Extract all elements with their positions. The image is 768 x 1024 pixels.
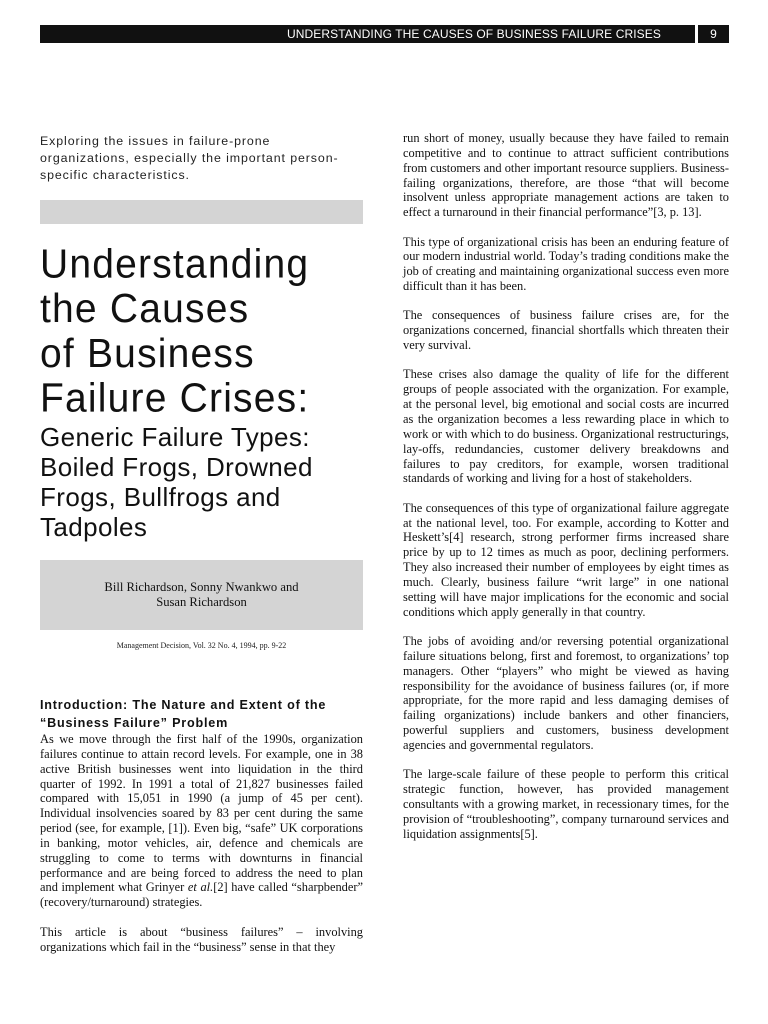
authors-line-1: Bill Richardson, Sonny Nwankwo and [104,580,299,594]
abstract: Exploring the issues in failure-prone organizations, especially the important person-specific characteristics. [40,134,339,182]
section-heading-line-1: Introduction: The Nature and Extent of the [40,698,327,712]
authors [104,580,298,610]
running-title: UNDERSTANDING THE CAUSES OF BUSINESS FAILURE CRISES [286,27,661,41]
intro-paragraph-2: This article is about “business failures” – involving organizations which fail in the “business” sense in that they [40,925,363,954]
left-column [40,133,363,955]
body-paragraph-1: run short of money, usually because they have failed to remain competitive and to continue to attract sufficient contributions from customers and other important resource suppliers. Business-failing organizations, therefore, are those “that will become insolvent unless appropriate management actions are taken to effect a turnaround in their financial performance”[3, p. 13]. [403,131,729,220]
authors-box [40,560,363,630]
section-heading [40,696,363,732]
decorative-grey-bar [40,200,363,224]
running-header [40,25,729,43]
title-line-4: Failure Crises: [40,376,310,421]
subtitle-line-3: Frogs, Bullfrogs and [40,482,281,512]
page-number: 9 [710,27,717,41]
title-line-3: of Business [40,331,255,377]
body-paragraph-3: The consequences of business failure crises are, for the organizations concerned, financial shortfalls which threaten their very survival. [403,308,729,353]
intro-paragraph-1 [40,732,363,910]
page-number-box [695,25,729,43]
body-paragraph-4: These crises also damage the quality of life for the different groups of people associated with the organization. For example, at the personal level, big emotional and social costs are incurred as the organization becomes a less rewarding place in which to work or with which to do business. Organizational restructurings, lay-offs, redundancies, customer delivery breakdowns and failures to pay creditors, for example, worsen traditional standards of working and living for a host of stakeholders. [403,367,729,486]
citation: Management Decision, Vol. 32 No. 4, 1994, pp. 9-22 [116,641,287,650]
intro-p1-text-a: As we move through the first half of the 1990s, organization failures continue to attain record levels. For example, one in 38 active British businesses went into liquidation in the third quarter of 1992. In 1991 a total of 21,827 businesses failed compared with 15,051 in 1990 (a jump of 45 per cent). Individual insolvencies soared by 83 per cent during the same period (see, for example, [1]). Even big, “safe” UK corporations in banking, motor vehicles, air, defence and chemicals are struggling to come to terms with downturns in financial performance and are being forced to address the need to plan and implement what Grinyer [40,732,363,895]
subtitle-line-2: Boiled Frogs, Drowned [40,452,313,482]
title-line-2: the Causes [40,286,250,332]
body-paragraph-6: The jobs of avoiding and/or reversing potential organizational failure situations belong, first and foremost, to organizations’ top managers. Other “players” who might be viewed as having responsibility for the avoidance of business failures (or, if more appropriate, for the more rapid and less damaging demises of failing organizations) include bankers and other financiers, powerful suppliers and customers, business development agencies and governmental regulators. [403,633,729,752]
body-paragraph-2: This type of organizational crisis has been an enduring feature of our modern industrial world. Today’s trading conditions make the job of creating and maintaining organizational success even more difficult than it has been. [403,234,729,294]
body-paragraph-7: The large-scale failure of these people to perform this critical strategic function, however, has provided management consultants with a growing market, in recessionary times, for the provision of “troubleshooting”, company turnaround services and liquidation assignments[5]. [403,767,729,841]
article-subtitle [40,422,363,542]
authors-line-2: Susan Richardson [156,595,247,609]
body-paragraph-5: The consequences of this type of organizational failure aggregate at the national level, too. For example, according to Kotter and Heskett’s[4] research, strong performer firms increased share price by up to 12 times as much as poor, declining performers. They also increased their number of employees by eight times as much. Clearly, business failure “writ large” in one national setting will have major implications for the economic and social conditions which apply generally in that country. [403,500,729,619]
subtitle-line-1: Generic Failure Types: [40,422,310,452]
intro-p1-etal: et al. [187,880,214,895]
subtitle-line-4: Tadpoles [40,512,148,542]
article-title [40,242,363,421]
right-column [403,131,729,841]
section-heading-line-2: “Business Failure” Problem [40,716,229,730]
title-line-1: Understanding [40,242,310,287]
intro-p1-text-b: [2] have called “sharpbender” (recovery/turnaround) strategies. [40,880,363,910]
